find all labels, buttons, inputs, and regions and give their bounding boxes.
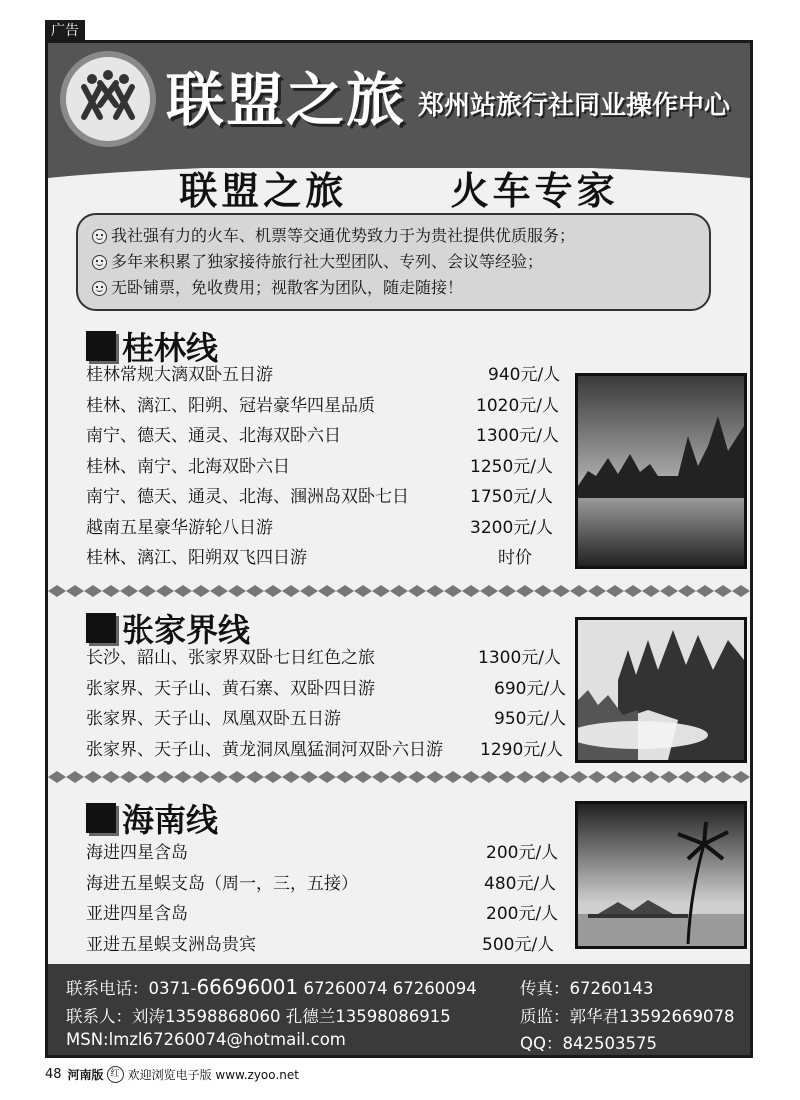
route-price: 940元/人 [488,365,561,385]
contact-footer [48,964,750,1058]
section-title-zhangjiajie: 张家界线 [86,605,250,651]
route-price: 950元/人 [494,709,567,729]
route-row: 亚进四星含岛 200元/人 [86,899,358,930]
advertisement-frame [45,40,753,1058]
route-row: 长沙、韶山、张家界双卧七日红色之旅 1300元/人 [86,643,443,674]
route-price: 3200元/人 [470,517,553,538]
brand-logo [60,51,156,147]
route-row: 张家界、天子山、黄龙洞凤凰猛洞河双卧六日游 1290元/人 [86,735,443,766]
contact-persons: 联系人：刘涛13598868060 孔德兰13598086915 [66,1007,451,1026]
website-tagline: 欢迎浏览电子版 www.zyoo.net [127,1068,299,1082]
route-row: 海进四星含岛 200元/人 [86,838,358,869]
square-bullet-icon [86,613,116,643]
route-row: 亚进五星蜈支洲岛贵宾 500元/人 [86,930,358,961]
route-price: 1250元/人 [470,456,553,477]
smiley-icon [92,229,107,244]
route-row: 桂林、漓江、阳朔双飞四日游 时价 [86,543,409,574]
ad-tag: 广告 [45,20,85,42]
route-row: 桂林常规大漓双卧五日游 940元/人 [86,360,409,391]
route-price: 500元/人 [482,934,555,955]
route-row: 张家界、天子山、凤凰双卧五日游 950元/人 [86,704,443,735]
route-row: 海进五星蜈支岛（周一，三，五接） 480元/人 [86,869,358,900]
route-price: 200元/人 [486,843,559,863]
route-row: 南宁、德天、通灵、北海双卧六日 1300元/人 [86,421,409,452]
square-bullet-icon [86,331,116,361]
feature-item: 无卧铺票，免收费用；视散客为团队，随走随接！ [92,275,695,301]
brand-name: 联盟之旅 [166,66,407,134]
phone-line: 联系电话：0371-66696001 67260074 67260094 [66,975,477,999]
route-row: 越南五星豪华游轮八日游 3200元/人 [86,513,409,544]
features-box [76,213,711,311]
feature-item: 我社强有力的火车、机票等交通优势致力于为贵社提供优质服务； [92,223,695,249]
page-footer [45,1066,299,1083]
quality-supervisor: 质监：郭华君13592669078 [520,1007,735,1026]
section-title-guilin: 桂林线 [86,323,218,369]
section-divider [48,583,750,599]
route-price: 1290元/人 [480,739,563,760]
people-logo-icon [66,57,150,141]
edition-label: 河南版 [67,1068,104,1082]
route-price: 时价 [498,548,532,568]
route-row: 桂林、南宁、北海双卧六日 1250元/人 [86,452,409,483]
route-row: 南宁、德天、通灵、北海、涠洲岛双卧七日 1750元/人 [86,482,409,513]
route-list-zhangjiajie [86,643,567,765]
route-price: 480元/人 [484,873,557,894]
slogan: 联盟之旅 火车专家 [179,169,619,213]
section-title-hainan: 海南线 [86,795,218,841]
section-divider [48,769,750,785]
page-number: 48 [45,1067,62,1082]
smiley-icon [92,255,107,270]
qq-contact: QQ：842503575 [520,1034,657,1053]
route-row: 张家界、天子山、黄石寨、双卧四日游 690元/人 [86,674,443,705]
feature-item: 多年来积累了独家接待旅行社大型团队、专列、会议等经验； [92,249,695,275]
zhangjiajie-mountain-photo [575,617,747,763]
route-price: 1750元/人 [470,487,553,507]
smiley-icon [92,281,107,296]
route-row: 桂林、漓江、阳朔、冠岩豪华四星品质 1020元/人 [86,391,409,422]
route-price: 1300元/人 [478,648,561,668]
route-price: 200元/人 [486,904,559,924]
route-list-guilin [86,360,561,574]
route-price: 1020元/人 [476,395,559,416]
hainan-beach-photo [575,801,747,949]
route-list-hainan [86,838,559,960]
msn-contact: MSN:lmzl67260074@hotmail.com [66,1030,346,1049]
guilin-landscape-photo [575,373,747,569]
route-price: 690元/人 [494,678,567,699]
hong-seal-icon: 红 [107,1066,124,1083]
brand-subtitle: 郑州站旅行社同业操作中心 [418,91,731,121]
fax: 传真：67260143 [520,979,654,998]
route-price: 1300元/人 [476,426,559,446]
square-bullet-icon [86,803,116,833]
